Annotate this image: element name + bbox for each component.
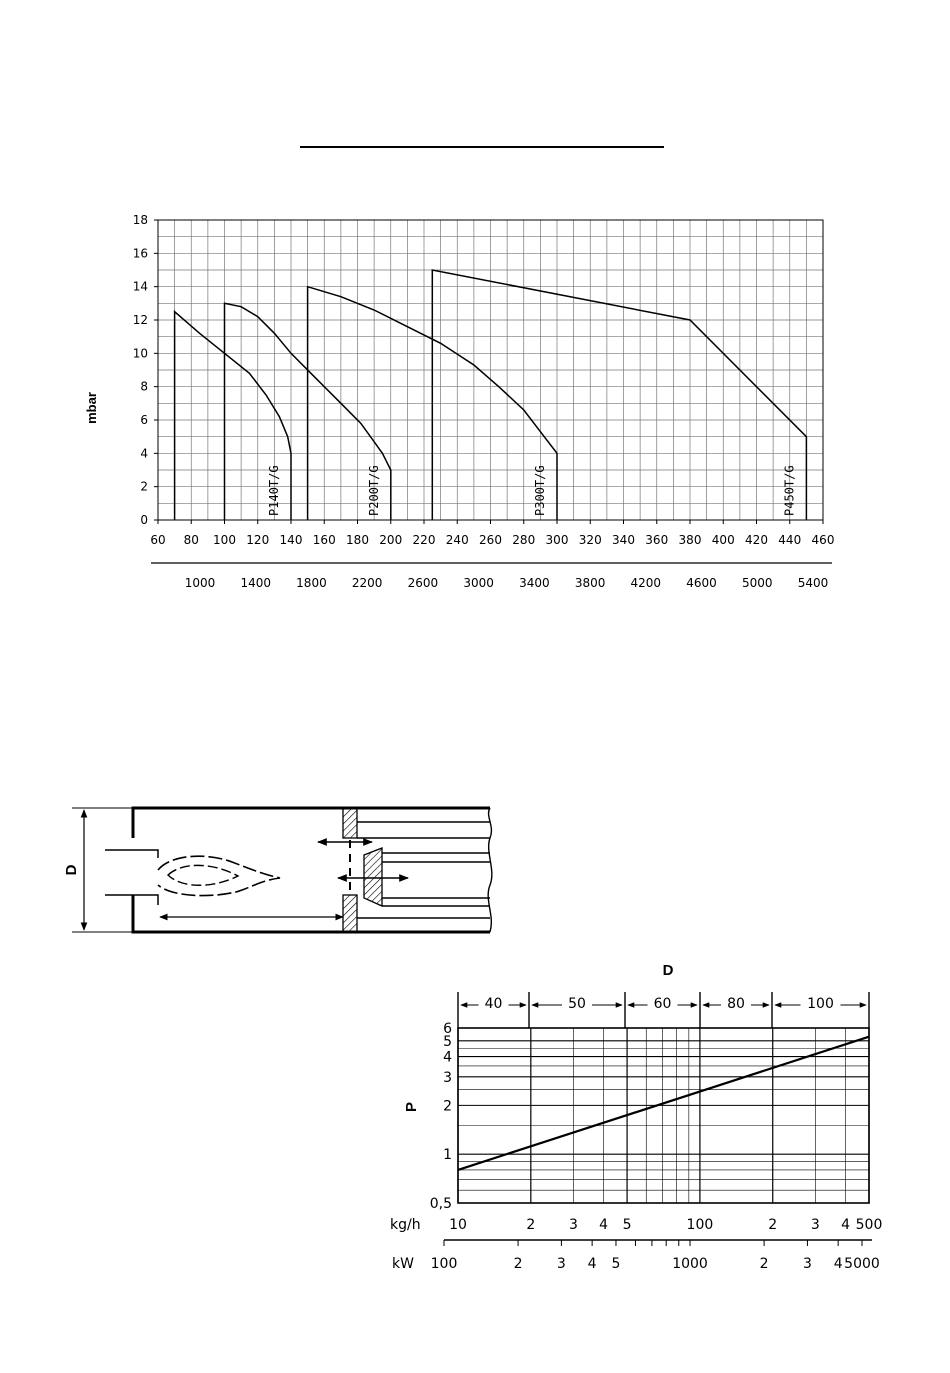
x-tick-label: 60: [150, 533, 166, 547]
x-tick-label: 460: [811, 533, 835, 547]
secondary-x-tick-label: 3: [556, 1256, 566, 1272]
x-tick-label: 280: [512, 533, 536, 547]
pressure-capacity-chart: [84, 213, 834, 590]
y-tick-label: 0,5: [429, 1196, 452, 1212]
x-tick-label: 160: [312, 533, 336, 547]
tick-labels: [430, 1021, 883, 1272]
tube-break: [488, 808, 492, 932]
segment-label: 50: [568, 996, 586, 1012]
y-tick-label: 3: [443, 1069, 452, 1086]
log-pressure-chart: [390, 962, 882, 1272]
top-axis-label: D: [662, 962, 674, 979]
series-label: P300T/G: [533, 465, 547, 516]
grid: [458, 1028, 869, 1203]
secondary-x-tick-label: 2200: [351, 576, 383, 590]
x-axis-label-primary: kg/h: [390, 1217, 421, 1233]
x-tick-label: 500: [855, 1217, 883, 1233]
y-tick-label: 8: [140, 379, 148, 394]
x-tick-label: 3: [810, 1217, 820, 1233]
secondary-x-tick-label: 4200: [630, 576, 662, 590]
y-tick-label: 4: [443, 1049, 452, 1066]
x-tick-label: 380: [678, 533, 702, 547]
secondary-x-tick-label: 5000: [741, 576, 773, 590]
x-tick-label: 340: [612, 533, 635, 547]
y-tick-label: 18: [132, 213, 148, 227]
y-tick-label: 10: [132, 346, 148, 361]
x-tick-label: 180: [346, 533, 369, 547]
axes: [151, 220, 832, 563]
secondary-x-tick-label: 1400: [240, 576, 272, 590]
secondary-x-tick-label: 100: [430, 1256, 458, 1272]
plate-bottom: [343, 895, 357, 932]
secondary-x-tick-label: 3000: [463, 576, 494, 590]
x-tick-label: 10: [449, 1217, 467, 1233]
flame-outer: [158, 856, 280, 895]
secondary-x-tick-label: 5: [611, 1256, 621, 1272]
x-tick-label: 400: [711, 533, 735, 547]
x-tick-label: 420: [745, 533, 768, 547]
x-tick-label: 360: [645, 533, 669, 547]
diffuser-disc: [364, 848, 382, 906]
y-axis-label: mbar: [84, 392, 99, 424]
y-tick-label: 2: [140, 479, 148, 494]
x-tick-label: 200: [379, 533, 403, 547]
segment-label: 60: [653, 996, 672, 1012]
x-tick-label: 140: [279, 533, 303, 547]
y-tick-label: 12: [132, 313, 148, 327]
chamber-outline: [133, 808, 490, 932]
y-tick-label: 5: [443, 1033, 452, 1050]
secondary-x-tick-label: 3: [802, 1256, 812, 1272]
x-tick-label: 300: [545, 533, 569, 547]
x-tick-label: 100: [686, 1217, 714, 1233]
x-tick-label: 220: [412, 533, 436, 547]
secondary-x-tick-label: 4: [833, 1256, 843, 1272]
y-tick-label: 2: [443, 1098, 452, 1115]
flame-inner: [168, 865, 238, 885]
x-tick-label: 240: [445, 533, 469, 547]
x-tick-label: 2: [768, 1217, 778, 1233]
tick-labels: [133, 213, 835, 590]
series-line: [432, 270, 806, 520]
segment-label: 100: [807, 996, 834, 1012]
x-tick-label: 2: [526, 1217, 536, 1233]
y-tick-label: 4: [140, 446, 148, 461]
x-tick-label: 320: [578, 533, 602, 547]
x-tick-label: 5: [622, 1217, 632, 1233]
y-tick-label: 1: [443, 1147, 452, 1164]
segment-label: 80: [727, 996, 745, 1012]
y-tick-label: 0: [140, 513, 148, 527]
y-tick-label: 14: [132, 279, 148, 294]
segment-label: 40: [484, 996, 503, 1012]
secondary-x-tick-label: 3800: [574, 576, 606, 590]
y-axis-label: P: [403, 1101, 420, 1113]
x-tick-label: 3: [568, 1217, 578, 1233]
x-axis-label-secondary: kW: [392, 1256, 414, 1272]
plot-frame: [458, 1028, 869, 1203]
diameter-scale: [458, 992, 869, 1028]
secondary-x-tick-label: 4600: [686, 576, 717, 590]
secondary-x-tick-label: 2: [759, 1256, 769, 1272]
x-tick-label: 260: [479, 533, 502, 547]
plate-top: [343, 808, 357, 838]
y-tick-label: 16: [132, 246, 148, 261]
combustion-head-diagram: [63, 808, 492, 932]
secondary-x-tick-label: 2: [513, 1256, 523, 1272]
x-tick-label: 100: [213, 533, 236, 547]
y-tick-label: 6: [140, 413, 148, 427]
x-tick-label: 4: [599, 1217, 609, 1233]
secondary-x-tick-label: 5000: [844, 1256, 880, 1272]
secondary-x-tick-label: 5400: [797, 576, 829, 590]
x-tick-label: 440: [778, 533, 802, 547]
secondary-x-tick-label: 1800: [296, 576, 327, 590]
dimension-label: D: [63, 864, 80, 876]
x-tick-label: 4: [841, 1217, 851, 1233]
secondary-x-tick-label: 1000: [184, 576, 216, 590]
x-tick-label: 80: [183, 533, 199, 547]
y-tick-label: 6: [443, 1021, 452, 1037]
secondary-x-tick-label: 4: [587, 1256, 597, 1272]
secondary-x-tick-label: 1000: [672, 1256, 708, 1272]
series-label: P200T/G: [366, 465, 381, 516]
series-label: P450T/G: [782, 465, 797, 516]
series-label: P140T/G: [267, 465, 281, 516]
secondary-x-tick-label: 2600: [407, 576, 439, 590]
x-tick-label: 120: [246, 533, 270, 547]
grid: [158, 220, 823, 520]
secondary-x-tick-label: 3400: [519, 576, 550, 590]
